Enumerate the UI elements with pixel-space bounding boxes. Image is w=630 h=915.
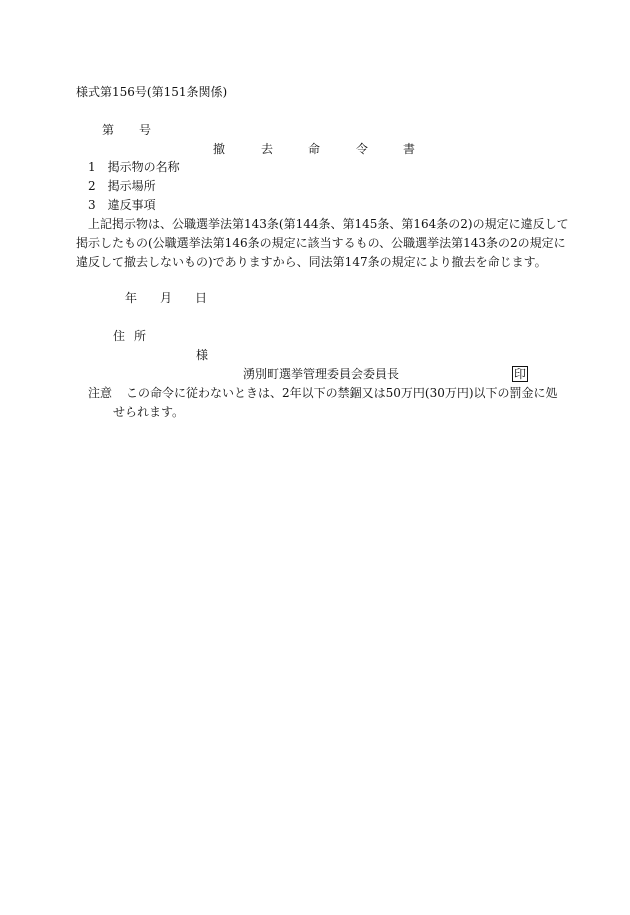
item-violation — [88, 196, 156, 215]
note-line: この命令に従わないときは、2年以下の禁錮又は50万円(30万円)以下の罰金に処 — [126, 386, 558, 400]
date-month: 月 — [160, 291, 173, 305]
note-label: 注意 — [88, 386, 113, 400]
number-suffix: 号 — [139, 123, 152, 137]
seal-mark — [512, 365, 528, 384]
item-name — [88, 158, 180, 177]
title-char: 令 — [356, 142, 369, 156]
date-year: 年 — [125, 291, 138, 305]
address-label — [113, 327, 146, 346]
seal-icon: 印 — [514, 367, 527, 381]
item-label: 掲示物の名称 — [107, 160, 180, 174]
item-label: 違反事項 — [107, 198, 156, 212]
item-label: 掲示場所 — [107, 179, 156, 193]
item-location — [88, 177, 156, 196]
recipient-honorific: 様 — [196, 348, 209, 362]
address-char: 所 — [134, 329, 147, 343]
number-prefix: 第 — [102, 123, 115, 137]
body-line: 違反して撤去しないもの)でありますから、同法第147条の規定により撤去を命じます。 — [76, 255, 547, 269]
address-char: 住 — [113, 329, 126, 343]
note-line: せられます。 — [113, 405, 185, 419]
issuer: 湧別町選挙管理委員会委員長 — [243, 367, 400, 381]
title-char: 去 — [261, 142, 274, 156]
title-char: 撤 — [213, 142, 226, 156]
title-char: 書 — [403, 142, 416, 156]
body-line: 上記掲示物は、公職選挙法第143条(第144条、第145条、第164条の2)の規定に違反して — [88, 217, 569, 231]
title-char: 命 — [308, 142, 321, 156]
item-number: 1 — [88, 160, 96, 174]
date-day: 日 — [195, 291, 208, 305]
item-number: 2 — [88, 179, 96, 193]
item-number: 3 — [88, 198, 96, 212]
document-number — [102, 121, 151, 140]
form-header: 様式第156号(第151条関係) — [76, 85, 228, 99]
body-line: 掲示したもの(公職選挙法第146条の規定に該当するもの、公職選挙法第143条の2の規定に — [76, 236, 566, 250]
